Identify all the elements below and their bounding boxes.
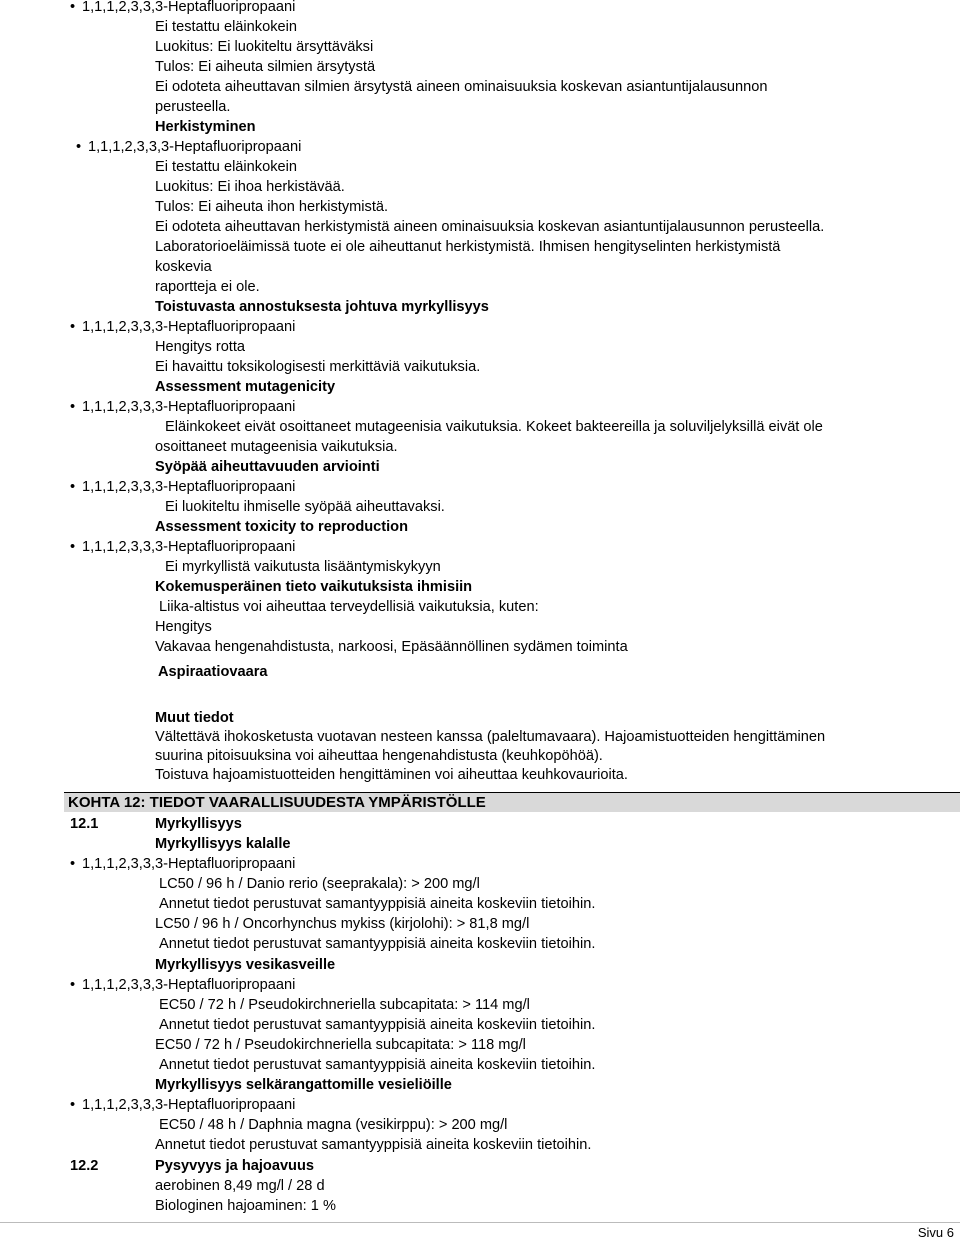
substance-bullet: • 1,1,1,2,3,3,3-Heptafluoripropaani <box>70 0 295 17</box>
text-line: Annetut tiedot perustuvat samantyyppisiä aineita koskeviin tietoihin. <box>159 1017 596 1033</box>
section-heading: Myrkyllisyys vesikasveille <box>155 957 336 973</box>
text-line: Biologinen hajoaminen: 1 % <box>155 1198 336 1214</box>
text-line: Ei luokiteltu ihmiselle syöpää aiheuttavaksi. <box>165 499 445 515</box>
substance-bullet: • 1,1,1,2,3,3,3-Heptafluoripropaani <box>70 317 295 337</box>
text-line: EC50 / 48 h / Daphnia magna (vesikirppu): > 200 mg/l <box>159 1117 508 1133</box>
text-line: Ei myrkyllistä vaikutusta lisääntymiskykyyn <box>165 559 441 575</box>
text-line: aerobinen 8,49 mg/l / 28 d <box>155 1178 325 1194</box>
text-line: Annetut tiedot perustuvat samantyyppisiä aineita koskeviin tietoihin. <box>159 1057 596 1073</box>
text-line: Annetut tiedot perustuvat samantyyppisiä aineita koskeviin tietoihin. <box>159 936 596 952</box>
section-heading: Aspiraatiovaara <box>158 664 268 680</box>
text-line: LC50 / 96 h / Oncorhynchus mykiss (kirjolohi): > 81,8 mg/l <box>155 916 530 932</box>
text-line: Vakavaa hengenahdistusta, narkoosi, Epäsäännöllinen sydämen toiminta <box>155 639 628 655</box>
section-header-bar <box>64 792 960 812</box>
section-heading: Assessment mutagenicity <box>155 379 336 395</box>
text-line: Hengitys rotta <box>155 339 246 355</box>
subsection-title: Pysyvyys ja hajoavuus <box>155 1158 315 1174</box>
substance-bullet: • 1,1,1,2,3,3,3-Heptafluoripropaani <box>70 975 295 995</box>
text-line: Luokitus: Ei ihoa herkistävää. <box>155 179 345 195</box>
substance-bullet: • 1,1,1,2,3,3,3-Heptafluoripropaani <box>70 537 295 557</box>
text-line: Luokitus: Ei luokiteltu ärsyttäväksi <box>155 39 374 55</box>
text-line: Ei havaittu toksikologisesti merkittäviä vaikutuksia. <box>155 359 481 375</box>
text-line: Eläinkokeet eivät osoittaneet mutageenisia vaikutuksia. Kokeet bakteereilla ja soluviljelyksillä eivät ole <box>165 419 823 435</box>
section-heading: Myrkyllisyys selkärangattomille vesieliöille <box>155 1077 452 1093</box>
section-heading: Herkistyminen <box>155 119 256 135</box>
text-line: koskevia <box>155 259 212 275</box>
section-heading: Syöpää aiheuttavuuden arviointi <box>155 459 380 475</box>
text-line: suurina pitoisuuksina voi aiheuttaa hengenahdistusta (keuhkopöhöä). <box>155 748 603 764</box>
subsection-number: 12.2 <box>70 1158 99 1174</box>
text-line: EC50 / 72 h / Pseudokirchneriella subcapitata: > 114 mg/l <box>159 997 530 1013</box>
text-line: perusteella. <box>155 99 231 115</box>
section-heading: Assessment toxicity to reproduction <box>155 519 409 535</box>
text-line: Hengitys <box>155 619 212 635</box>
substance-bullet: • 1,1,1,2,3,3,3-Heptafluoripropaani <box>76 137 301 157</box>
section-heading: Kokemusperäinen tieto vaikutuksista ihmisiin <box>155 579 473 595</box>
section-heading: Toistuvasta annostuksesta johtuva myrkyllisyys <box>155 299 489 315</box>
section-heading: Muut tiedot <box>155 710 234 726</box>
subsection-title: Myrkyllisyys <box>155 816 242 832</box>
text-line: osoittaneet mutageenisia vaikutuksia. <box>155 439 398 455</box>
substance-bullet: • 1,1,1,2,3,3,3-Heptafluoripropaani <box>70 854 295 874</box>
text-line: Ei odoteta aiheuttavan herkistymistä aineen ominaisuuksia koskevan asiantuntijalausunnon perusteella. <box>155 219 825 235</box>
text-line: raportteja ei ole. <box>155 279 260 295</box>
footer-divider <box>0 1222 960 1223</box>
text-line: Tulos: Ei aiheuta silmien ärsytystä <box>155 59 376 75</box>
text-line: EC50 / 72 h / Pseudokirchneriella subcapitata: > 118 mg/l <box>155 1037 526 1053</box>
substance-bullet: • 1,1,1,2,3,3,3-Heptafluoripropaani <box>70 1095 295 1115</box>
text-line: Annetut tiedot perustuvat samantyyppisiä aineita koskeviin tietoihin. <box>155 1137 592 1153</box>
substance-bullet: • 1,1,1,2,3,3,3-Heptafluoripropaani <box>70 397 295 417</box>
text-line: Liika-altistus voi aiheuttaa terveydellisiä vaikutuksia, kuten: <box>159 599 539 615</box>
text-line: Vältettävä ihokosketusta vuotavan nesteen kanssa (paleltumavaara). Hajoamistuotteiden hengittäminen <box>155 729 826 745</box>
text-line: Ei testattu eläinkokein <box>155 19 297 35</box>
text-line: Ei odoteta aiheuttavan silmien ärsytystä aineen ominaisuuksia koskevan asiantuntijalausunnon <box>155 79 768 95</box>
substance-bullet: • 1,1,1,2,3,3,3-Heptafluoripropaani <box>70 477 295 497</box>
section-title: KOHTA 12: TIEDOT VAARALLISUUDESTA YMPÄRISTÖLLE <box>68 794 486 811</box>
text-line: Annetut tiedot perustuvat samantyyppisiä aineita koskeviin tietoihin. <box>159 896 596 912</box>
text-line: LC50 / 96 h / Danio rerio (seeprakala): > 200 mg/l <box>159 876 480 892</box>
text-line: Tulos: Ei aiheuta ihon herkistymistä. <box>155 199 389 215</box>
text-line: Toistuva hajoamistuotteiden hengittäminen voi aiheuttaa keuhkovaurioita. <box>155 767 628 783</box>
page-number: Sivu 6 <box>917 1225 954 1240</box>
text-line: Ei testattu eläinkokein <box>155 159 297 175</box>
subsection-number: 12.1 <box>70 816 99 832</box>
section-heading: Myrkyllisyys kalalle <box>155 836 291 852</box>
text-line: Laboratorioeläimissä tuote ei ole aiheuttanut herkistymistä. Ihmisen hengityselinten herkistymistä <box>155 239 781 255</box>
